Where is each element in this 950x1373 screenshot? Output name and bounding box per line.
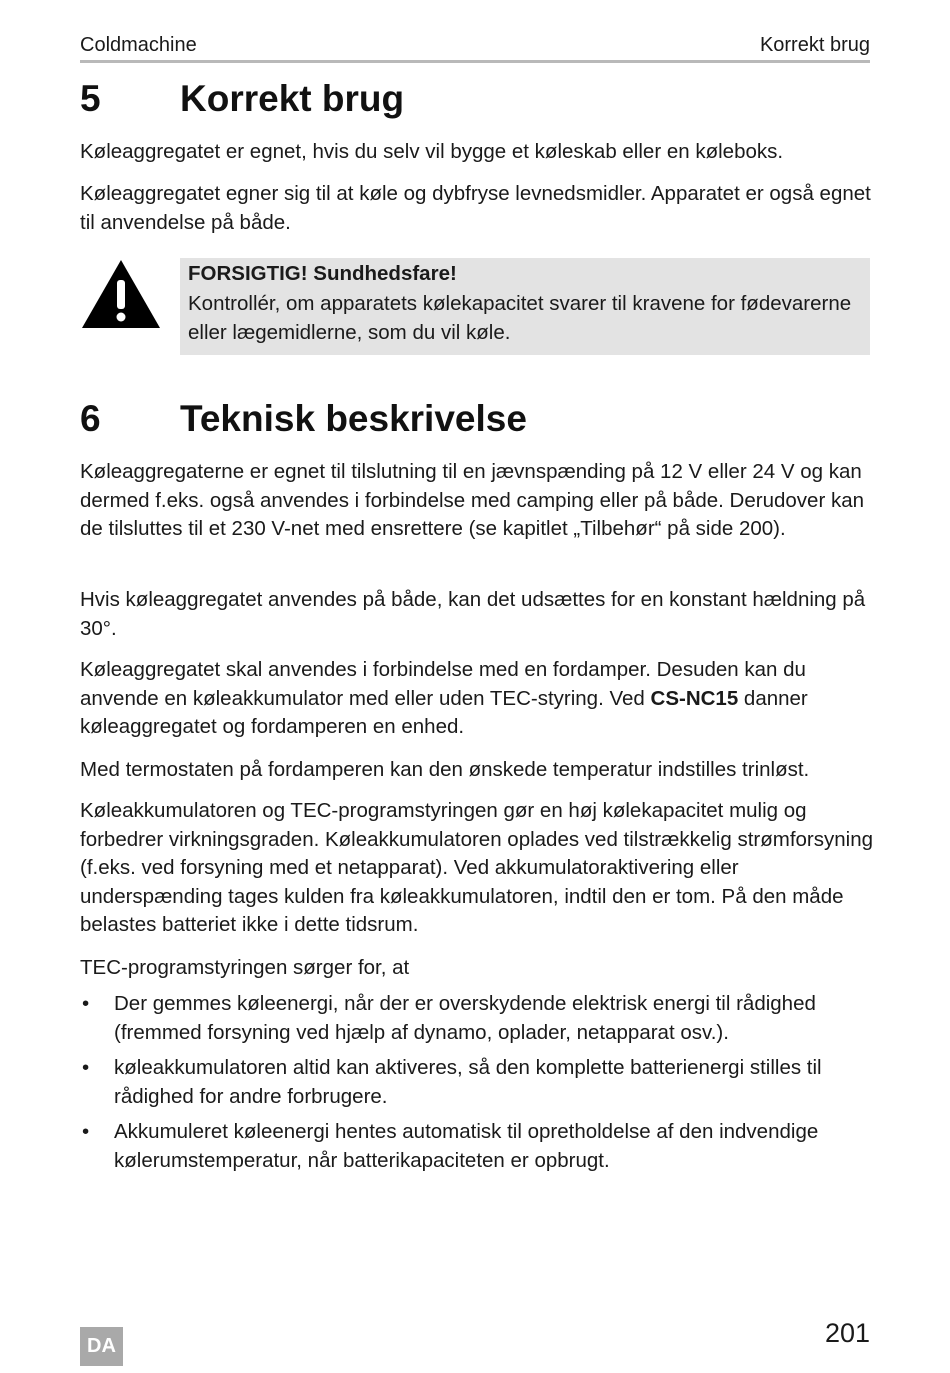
list-item [80, 1054, 880, 1111]
section-6-paragraph-6: TEC-programstyringen sørger for, at [80, 956, 410, 979]
section-6-paragraph-3 [80, 656, 880, 742]
section-6-number: 6 [80, 398, 101, 439]
section-5-number: 5 [80, 78, 101, 119]
section-6-paragraph-4: Med termostaten på fordamperen kan den ønskede temperatur indstilles trinløst. [80, 758, 810, 781]
section-5-paragraph-1: Køleaggregatet er egnet, hvis du selv vil bygge et køleskab eller en køleboks. [80, 140, 784, 163]
list-item-text: Der gemmes køleenergi, når der er overskydende elektrisk energi til rådighed (fremmed forsyning ved hjælp af dynamo, oplader, netapparat osv.). [114, 992, 816, 1044]
language-badge: DA [80, 1327, 123, 1366]
list-item [80, 1118, 880, 1175]
bullet-icon: • [82, 1120, 90, 1143]
bullet-icon: • [82, 992, 90, 1015]
warning-box [180, 258, 870, 355]
section-5-paragraph-2: Køleaggregatet egner sig til at køle og dybfryse levnedsmidler. Apparatet er også egnet til anvendelse på både. [80, 182, 871, 234]
warning-triangle-icon [80, 258, 162, 330]
list-item [80, 990, 880, 1047]
section-6-title: Teknisk beskrivelse [180, 398, 527, 439]
bullet-icon: • [82, 1056, 90, 1079]
section-6-heading [80, 398, 527, 440]
tec-feature-list [80, 990, 880, 1182]
warning-title: FORSIGTIG! Sundhedsfare! [188, 262, 457, 285]
section-6-paragraph-2: Hvis køleaggregatet anvendes på både, kan det udsættes for en konstant hældning på 30°. [80, 588, 866, 640]
header-product-name: Coldmachine [80, 34, 197, 56]
section-6-paragraph-1: Køleaggregaterne er egnet til tilslutning til en jævnspænding på 12 V eller 24 V og kan dermed f.eks. også anvendes i forbindelse med camping eller på både. Derudover kan de tilsluttes til et 230 V-net med ensrettere (se kapitlet „Tilbehør“ på side 200). [80, 460, 865, 540]
section-5-heading [80, 78, 404, 120]
running-header [80, 30, 870, 63]
section-5-title: Korrekt brug [180, 78, 405, 119]
header-chapter-title: Korrekt brug [759, 34, 870, 56]
list-item-text: Akkumuleret køleenergi hentes automatisk til opretholdelse af den indvendige kølerumstemperatur, når batterikapaciteten er opbrugt. [114, 1120, 819, 1172]
model-name: CS-NC15 [650, 686, 739, 710]
page-number: 201 [824, 1318, 870, 1348]
section-6-paragraph-5: Køleakkumulatoren og TEC-programstyringen gør en høj kølekapacitet mulig og forbedrer virkningsgraden. Køleakkumulatoren oplades ved tilstrækkelig strømforsyning (f.eks. ved forsyning med et netapparat). Ved akkumulatoraktivering eller underspænding tages kulden fra køleakkumulatoren, indtil den er tom. På den måde belastes batteriet ikke i dette tidsrum. [80, 799, 874, 936]
paragraph-3-text-a: Køleaggregatet skal anvendes i forbindelse med en fordamper. Desuden kan du anvende en køleakkumulator med eller uden TEC-styring. Ved [80, 658, 806, 710]
list-item-text: køleakkumulatoren altid kan aktiveres, så den komplette batterienergi stilles til rådighed for andre forbrugere. [114, 1056, 822, 1108]
warning-text: Kontrollér, om apparatets kølekapacitet svarer til kravene for fødevarerne eller lægemidlerne, som du vil køle. [188, 292, 852, 344]
paragraph-3-text-c: danner køleaggregatet og fordamperen en enhed. [80, 686, 808, 738]
